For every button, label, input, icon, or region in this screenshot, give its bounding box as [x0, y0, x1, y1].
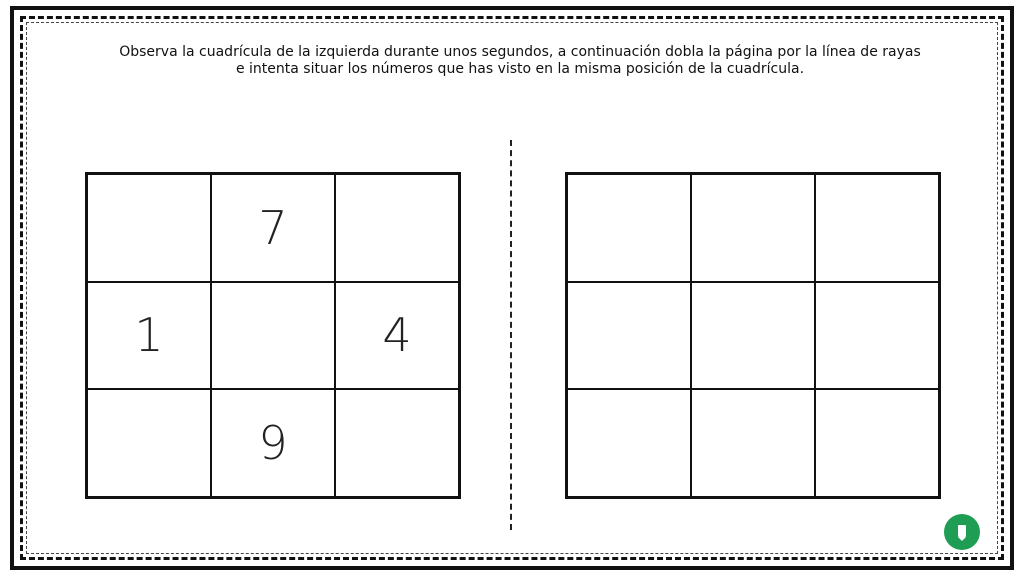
answer-cell[interactable]: [567, 174, 691, 282]
grid-cell: [87, 174, 211, 282]
answer-cell[interactable]: [691, 174, 815, 282]
grid-cell: 1: [87, 282, 211, 390]
grid-cell: 7: [211, 174, 335, 282]
answer-cell[interactable]: [815, 282, 939, 390]
instructions-text: [90, 44, 950, 78]
grid-cell: [87, 389, 211, 497]
fold-dashed-line: [510, 140, 512, 530]
logo-icon: [944, 514, 980, 550]
answer-cell[interactable]: [691, 389, 815, 497]
grid-cell: [211, 282, 335, 390]
grid-cell: 4: [335, 282, 459, 390]
memory-grid: [85, 172, 461, 499]
grid-cell: [335, 389, 459, 497]
answer-cell[interactable]: [691, 282, 815, 390]
answer-grid: [565, 172, 941, 499]
answer-cell[interactable]: [815, 174, 939, 282]
instructions-line-1: Observa la cuadrícula de la izquierda durante unos segundos, a continuación dobla la página por la línea de rayas: [119, 44, 921, 60]
grid-cell: [335, 174, 459, 282]
answer-cell[interactable]: [567, 389, 691, 497]
answer-cell[interactable]: [815, 389, 939, 497]
grid-cell: 9: [211, 389, 335, 497]
answer-cell[interactable]: [567, 282, 691, 390]
pencil-icon: [952, 522, 972, 542]
instructions-line-2: e intenta situar los números que has visto en la misma posición de la cuadrícula.: [235, 61, 805, 77]
